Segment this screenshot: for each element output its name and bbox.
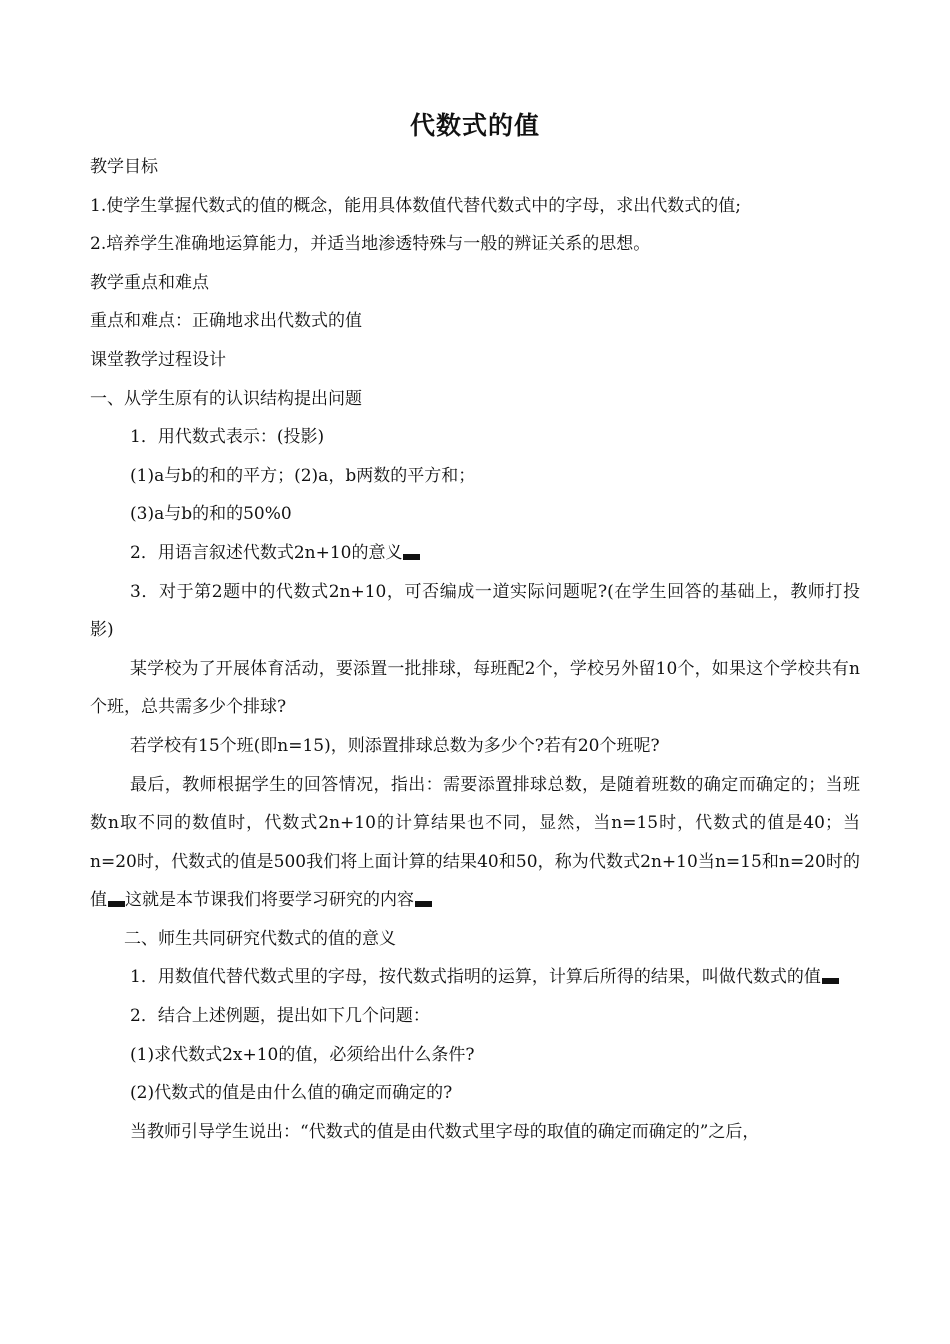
definition <box>90 958 860 997</box>
period-mark-icon <box>403 554 420 560</box>
item-2 <box>90 534 860 573</box>
item-3: 3．对于第2题中的代数式2n+10，可否编成一道实际问题呢?(在学生回答的基础上，教师打投影) <box>90 581 860 641</box>
page-title: 代数式的值 <box>409 111 540 140</box>
period-mark-icon <box>108 901 125 907</box>
heading-process: 课堂教学过程设计 <box>90 349 226 370</box>
section-2-heading: 二、师生共同研究代数式的值的意义 <box>124 928 396 949</box>
item-1: 1．用代数式表示：(投影) <box>130 427 325 448</box>
goal-1: 1.使学生掌握代数式的值的概念，能用具体数值代替代数式中的字母，求出代数式的值; <box>90 195 741 216</box>
item-1-sub-b: (3)a与b的和的50%0 <box>130 504 292 525</box>
volleyball-question: 若学校有15个班(即n=15)，则添置排球总数为多少个?若有20个班呢? <box>130 735 660 756</box>
question-2: (2)代数式的值是由什么值的确定而确定的? <box>130 1083 453 1104</box>
section-1-heading: 一、从学生原有的认识结构提出问题 <box>90 388 362 409</box>
teacher-summary-text: 最后，教师根据学生的回答情况，指出：需要添置排球总数，是随着班数的确定而确定的；当班数n取不同的数值时，代数式2n+10的计算结果也不同，显然，当n=15时，代数式的值是40；当n=20时，代数式的值是500我们将上面计算的结果40和50，称为代数式2n+10当n=15和n=20时的值 <box>90 774 860 911</box>
item-2-text: 2．用语言叙述代数式2n+10的意义 <box>130 542 403 563</box>
definition-text: 1．用数值代替代数式里的字母，按代数式指明的运算，计算后所得的结果，叫做代数式的值 <box>130 967 821 988</box>
period-mark-icon <box>822 978 839 984</box>
period-mark-icon <box>415 901 432 907</box>
heading-teaching-goals: 教学目标 <box>90 157 158 177</box>
teacher-summary <box>90 766 860 920</box>
goal-2: 2.培养学生准确地运算能力，并适当地渗透特殊与一般的辨证关系的思想。 <box>90 234 651 255</box>
key-points-text: 重点和难点：正确地求出代数式的值 <box>90 311 362 332</box>
volleyball-problem: 某学校为了开展体育活动，要添置一批排球，每班配2个，学校另外留10个，如果这个学校共有n个班，总共需多少个排球? <box>90 658 860 718</box>
teacher-summary-tail: 这就是本节课我们将要学习研究的内容 <box>125 890 414 911</box>
item-2b: 2．结合上述例题，提出如下几个问题： <box>130 1006 430 1027</box>
document-body <box>90 148 860 1151</box>
teacher-guidance: 当教师引导学生说出：“代数式的值是由代数式里字母的取值的确定而确定的”之后， <box>130 1121 760 1142</box>
heading-key-points: 教学重点和难点 <box>90 272 209 293</box>
item-1-sub-a: (1)a与b的和的平方；(2)a，b两数的平方和； <box>130 465 476 486</box>
question-1: (1)求代数式2x+10的值，必须给出什么条件? <box>130 1044 475 1065</box>
